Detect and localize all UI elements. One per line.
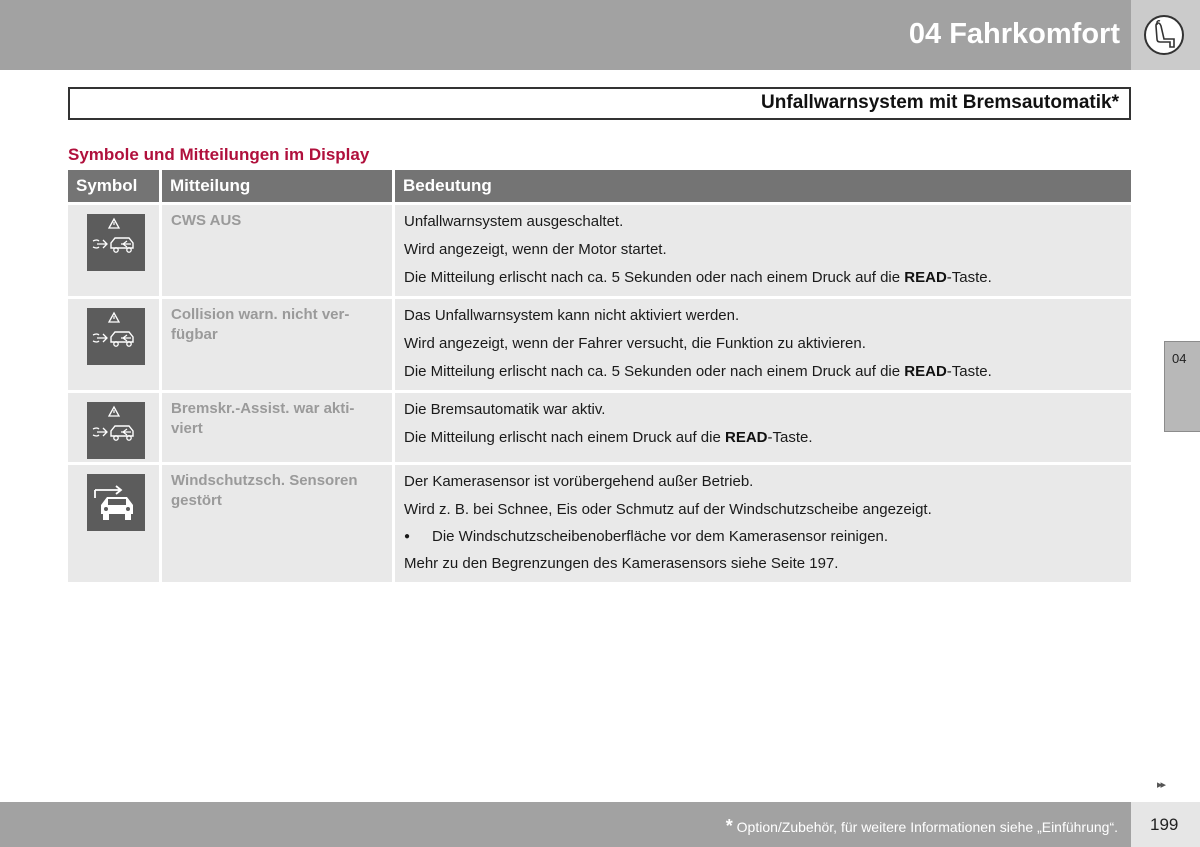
meaning-line [404, 424, 1122, 452]
read-key-label: READ [904, 269, 947, 286]
meaning-line: Das Unfallwarnsystem kann nicht aktiviert werden. [404, 307, 740, 324]
meaning-cell [395, 202, 1131, 296]
message-cell: Windschutzsch. Sensoren gestört [162, 462, 395, 582]
subheading: Symbole und Mitteilungen im Display [68, 145, 370, 164]
read-key-label: READ [724, 429, 768, 446]
footnote-text: Option/Zubehör, für weitere Informationen siehe „Einführung“. [732, 819, 1118, 835]
meaning-text: -Taste. [946, 269, 992, 286]
meaning-line: Der Kamerasensor ist vorübergehend außer Betrieb. [404, 473, 754, 490]
collision-warning-icon [87, 402, 145, 459]
camera-sensor-icon [87, 474, 145, 531]
meaning-cell [395, 462, 1131, 582]
continue-marker: ▸▸ [1157, 779, 1165, 791]
meaning-line: Die Bremsautomatik war aktiv. [404, 401, 606, 418]
meaning-cell [395, 390, 1131, 462]
meaning-line: Mehr zu den Begrenzungen des Kamerasensors siehe Seite 197. [404, 555, 839, 572]
display-messages-table [68, 170, 1131, 582]
message-cell: Bremskr.-Assist. war akti- viert [162, 390, 395, 462]
symbol-cell [68, 462, 162, 582]
section-title: Unfallwarnsystem mit Bremsautomatik* [761, 92, 1119, 113]
symbol-cell [68, 390, 162, 462]
meaning-cell [395, 296, 1131, 390]
column-header-symbol: Symbol [68, 170, 162, 202]
meaning-line [404, 358, 1122, 386]
footnote [726, 816, 1118, 837]
read-key-label: READ [904, 363, 947, 380]
table-row [68, 202, 1131, 296]
chapter-side-tab [1164, 341, 1200, 432]
collision-warning-icon [87, 308, 145, 365]
message-cell: Collision warn. nicht ver- fügbar [162, 296, 395, 390]
meaning-text: Die Mitteilung erlischt nach ca. 5 Sekunden oder nach einem Druck auf die [404, 269, 905, 286]
table-row [68, 462, 1131, 582]
bullet-item [404, 524, 1122, 550]
meaning-line: Wird angezeigt, wenn der Fahrer versucht, die Funktion zu aktivieren. [404, 335, 866, 352]
meaning-line: Wird angezeigt, wenn der Motor startet. [404, 241, 667, 258]
table-row [68, 390, 1131, 462]
symbol-cell [68, 296, 162, 390]
page-number: 199 [1150, 815, 1179, 834]
side-tab-label: 04 [1172, 351, 1187, 366]
chapter-title: 04 Fahrkomfort [908, 18, 1120, 50]
table-header-row [68, 170, 1131, 202]
bullet-text: Die Windschutzscheibenoberfläche vor dem Kamerasensor reinigen. [432, 528, 889, 545]
bullet-icon: ● [404, 531, 411, 542]
seat-icon [1143, 14, 1185, 56]
symbol-cell [68, 202, 162, 296]
meaning-line: Wird z. B. bei Schnee, Eis oder Schmutz auf der Windschutzscheibe angezeigt. [404, 501, 932, 518]
meaning-line [404, 264, 1122, 292]
meaning-text: Die Mitteilung erlischt nach einem Druck auf die [404, 429, 725, 446]
message-cell: CWS AUS [162, 202, 395, 296]
table-row [68, 296, 1131, 390]
section-title-box [68, 87, 1131, 120]
meaning-text: -Taste. [767, 429, 813, 446]
column-header-meaning: Bedeutung [395, 170, 1131, 202]
footnote-star: * [725, 816, 733, 836]
column-header-message: Mitteilung [162, 170, 395, 202]
meaning-text: Die Mitteilung erlischt nach ca. 5 Sekunden oder nach einem Druck auf die [404, 363, 905, 380]
collision-warning-icon [87, 214, 145, 271]
meaning-line: Unfallwarnsystem ausgeschaltet. [404, 213, 624, 230]
meaning-text: -Taste. [946, 363, 992, 380]
